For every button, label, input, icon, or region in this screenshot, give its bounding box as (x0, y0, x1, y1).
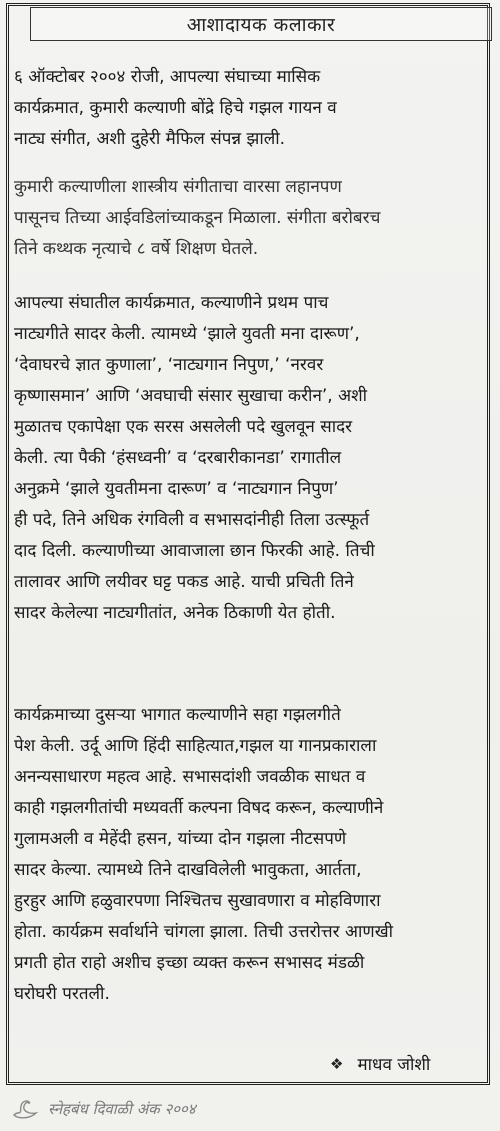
text-line: गुलामअली व मेहेंदी हसन, यांच्या दोन गझला नीटसपणे (14, 829, 347, 849)
text-line: कार्यक्रमात, कुमारी कल्याणी बोंद्रे हिचे गझल गायन व (14, 98, 337, 118)
text-line: पेश केली. उर्दू आणि हिंदी साहित्यात,गझल या गानप्रकाराला (14, 736, 377, 756)
text-line: होता. कार्यक्रम सर्वार्थाने चांगला झाला. तिची उत्तरोत्तर आणखी (14, 922, 394, 942)
text-line: कार्यक्रमाच्या दुसऱ्या भागात कल्याणीने सहा गझलगीते (14, 705, 341, 725)
text-line: तिने कथ्थक नृत्याचे ८ वर्षे शिक्षण घेतले. (14, 239, 259, 259)
text-line: आपल्या संघातील कार्यक्रमात, कल्याणीने प्रथम पाच (14, 293, 329, 313)
text-line: कृष्णासमान’ आणि ‘अवघाची संसार सुखाचा करीन’, अशी (14, 386, 368, 406)
text-line: ही पदे, तिने अधिक रंगविली व सभासदांनीही तिला उत्स्फूर्त (14, 510, 370, 530)
text-line: सादर केल्या. त्यामध्ये तिने दाखविलेली भावुकता, आर्तता, (14, 860, 362, 880)
swan-logo-icon (10, 1097, 40, 1121)
text-line: पासूनच तिच्या आईवडिलांच्याकडून मिळाला. संगीता बरोबरच (14, 208, 381, 228)
text-line: केली. त्या पैकी ‘हंसध्वनी’ व ‘दरबारीकानडा’ रागातील (14, 448, 342, 468)
text-line: ६ ऑक्टोबर २००४ रोजी, आपल्या संघाच्या मासिक (14, 67, 321, 87)
text-line: प्रगती होत राहो अशीच इच्छा व्यक्त करून सभासद मंडळी (14, 953, 365, 973)
text-line: नाट्यगीते सादर केली. त्यामध्ये ‘झाले युवती मना दारूण’, (14, 324, 360, 344)
footer-text: स्नेहबंध दिवाळी अंक २००४ (48, 1100, 196, 1118)
text-line: अनुक्रमे ‘झाले युवतीमना दारूण’ व ‘नाट्यगान निपुण’ (14, 479, 339, 499)
text-line: सादर केलेल्या नाट्यगीतांत, अनेक ठिकाणी येत होती. (14, 603, 336, 623)
text-line: कुमारी कल्याणीला शास्त्रीय संगीताचा वारसा लहानपण (14, 177, 342, 197)
author-signature (330, 1052, 430, 1075)
diamond-ornament-icon: ❖ (330, 1054, 344, 1073)
paragraph-4 (14, 700, 480, 1010)
text-line: नाट्य संगीत, अशी दुहेरी मैफिल संपन्न झाली. (14, 129, 286, 149)
paragraph-2 (14, 172, 480, 265)
text-line: काही गझलगीतांची मध्यवर्ती कल्पना विषद करून, कल्याणीने (14, 798, 384, 818)
text-line: दाद दिली. कल्याणीच्या आवाजाला छान फिरकी आहे. तिची (14, 541, 375, 561)
paragraph-3 (14, 288, 480, 629)
paragraph-1 (14, 62, 480, 155)
text-line: तालावर आणि लयीवर घट्ट पकड आहे. याची प्रचिती तिने (14, 572, 354, 592)
article-title: आशादायक कलाकार (186, 14, 336, 36)
text-line: अनन्यसाधारण महत्व आहे. सभासदांशी जवळीक साधत व (14, 767, 366, 787)
author-name: माधव जोशी (357, 1055, 431, 1075)
text-line: मुळातच एकापेक्षा एक सरस असलेली पदे खुलवून सादर (14, 417, 353, 437)
title-box (30, 7, 492, 41)
publication-footer (10, 1094, 490, 1124)
text-line: ‘देवाघरचे ज्ञात कुणाला’, ‘नाट्यगान निपुण,’ ‘नरवर (14, 355, 324, 375)
text-line: घरोघरी परतली. (14, 984, 110, 1004)
text-line: हुरहुर आणि हळुवारपणा निश्चितच सुखावणारा व मोहविणारा (14, 891, 381, 911)
